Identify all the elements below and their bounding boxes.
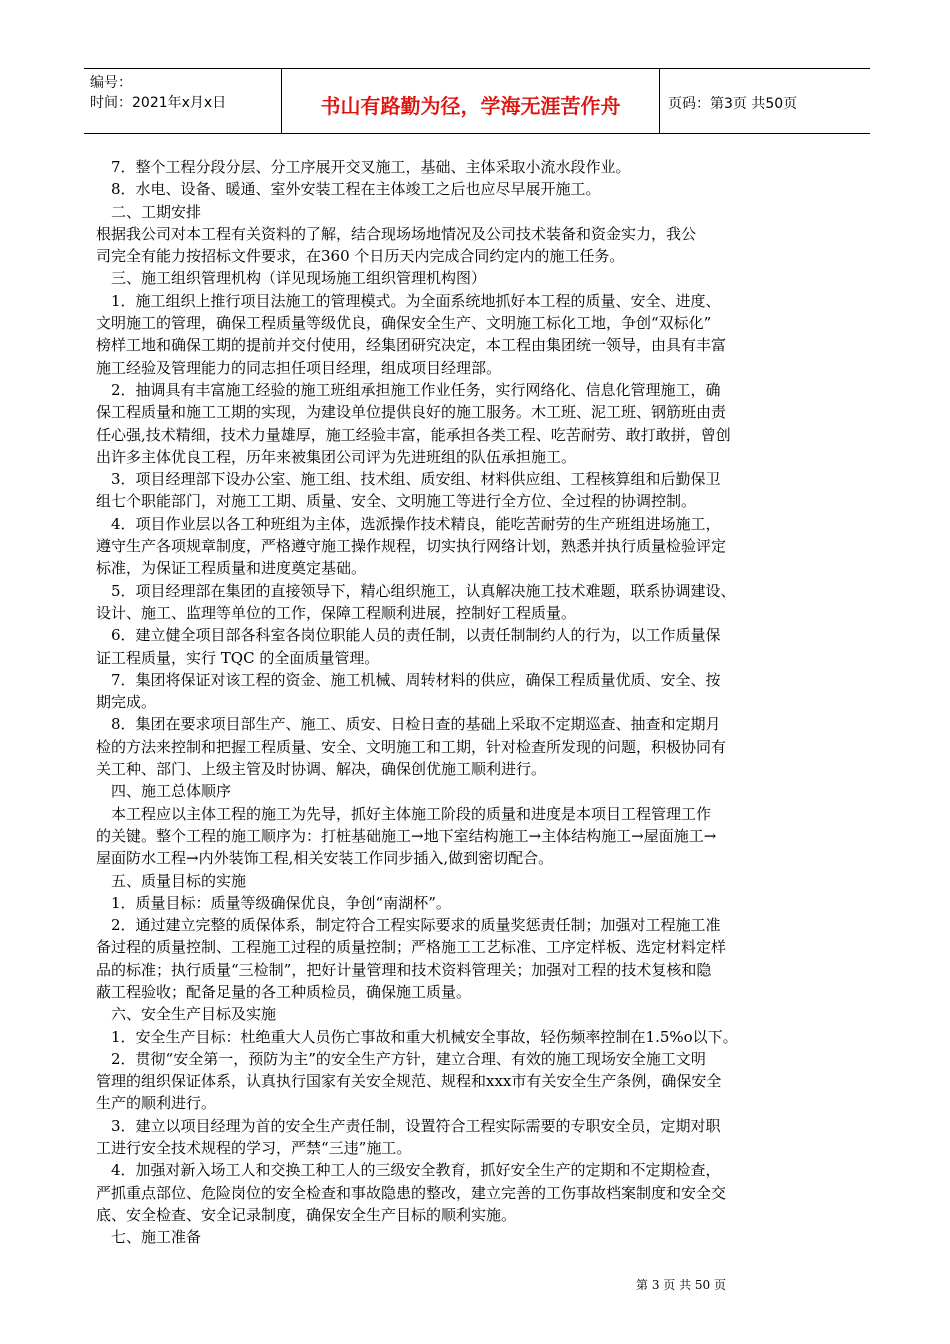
body-line: 4．项目作业层以各工种班组为主体，选派操作技术精良，能吃苦耐劳的生产班组进场施工， (111, 514, 721, 533)
body-line: 关工种、部门、上级主管及时协调、解决，确保创优施工顺利进行。 (96, 760, 547, 779)
header-motto: 书山有路勤为径，学海无涯苦作舟 (282, 69, 660, 133)
header-meta (84, 69, 282, 133)
body-line: 7．整个工程分段分层、分工序展开交叉施工，基础、主体采取小流水段作业。 (111, 158, 631, 176)
body-line: 7．集团将保证对该工程的资金、施工机械、周转材料的供应，确保工程质量优质、安全、按 (111, 670, 721, 689)
body-line: 六、安全生产目标及实施 (111, 1005, 277, 1024)
body-line: 二、工期安排 (111, 202, 202, 221)
body-line: 施工经验及管理能力的同志担任项目经理，组成项目经理部。 (96, 358, 502, 377)
body-line: 七、施工准备 (111, 1228, 202, 1247)
body-line: 3．建立以项目经理为首的安全生产责任制，设置符合工程实际需要的专职安全员，定期对职 (111, 1116, 721, 1135)
body-line: 1．施工组织上推行项目法施工的管理模式。为全面系统地抓好本工程的质量、安全、进度、 (111, 291, 721, 310)
body-line: 品的标准；执行质量“三检制”，把好计量管理和技术资料管理关；加强对工程的技术复核和隐 (96, 960, 712, 979)
body-line: 5．项目经理部在集团的直接领导下，精心组织施工，认真解决施工技术难题，联系协调建设、 (111, 581, 736, 600)
number-label: 编号： (90, 75, 132, 91)
body-line: 期完成。 (96, 693, 157, 712)
body-line: 检的方法来控制和把握工程质量、安全、文明施工和工期，针对检查所发现的问题，积极协同有 (96, 737, 727, 756)
body-line: 蔽工程验收；配备足量的各工种质检员，确保施工质量。 (96, 982, 472, 1001)
body-line: 任心强,技术精细，技术力量雄厚，施工经验丰富，能承担各类工程、吃苦耐劳、敢打敢拼，曾创 (96, 425, 731, 444)
page-footer: 第 3 页 共 50 页 (636, 1278, 726, 1292)
body-line: 生产的顺利进行。 (96, 1094, 217, 1113)
body-line: 严抓重点部位、危险岗位的安全检查和事故隐患的整改，建立完善的工伤事故档案制度和安全交 (96, 1183, 727, 1202)
body-line: 1．质量目标：质量等级确保优良，争创“南湖杯”。 (111, 893, 451, 912)
body-line: 根据我公司对本工程有关资料的了解，结合现场场地情况及公司技术装备和资金实力，我公 (96, 224, 697, 243)
body-line: 屋面防水工程→内外装饰工程,相关安装工作同步插入,做到密切配合。 (96, 849, 554, 868)
body-line: 3．项目经理部下设办公室、施工组、技术组、质安组、材料供应组、工程核算组和后勤保卫 (111, 470, 721, 489)
body-line: 6．建立健全项目部各科室各岗位职能人员的责任制，以责任制制约人的行为，以工作质量保 (111, 626, 721, 645)
body-line: 1．安全生产目标：杜绝重大人员伤亡事故和重大机械安全事故，轻伤频率控制在1.5%o以下。 (111, 1027, 738, 1046)
body-line: 司完全有能力按招标文件要求，在360 个日历天内完成合同约定内的施工任务。 (96, 247, 625, 266)
body-line: 出许多主体优良工程，历年来被集团公司评为先进班组的队伍承担施工。 (96, 447, 577, 466)
document-body (96, 156, 886, 1249)
body-line: 组七个职能部门，对施工工期、质量、安全、文明施工等进行全方位、全过程的协调控制。 (96, 492, 697, 511)
body-line: 2．贯彻“安全第一，预防为主”的安全生产方针，建立合理、有效的施工现场安全施工文明 (111, 1049, 706, 1068)
body-line: 底、安全检查、安全记录制度，确保安全生产目标的顺利实施。 (96, 1205, 517, 1224)
body-line: 本工程应以主体工程的施工为先导，抓好主体施工阶段的质量和进度是本项目工程管理工作 (111, 804, 712, 823)
body-line: 四、施工总体顺序 (111, 782, 232, 801)
body-line: 工进行安全技术规程的学习，严禁“三违”施工。 (96, 1139, 412, 1158)
body-line: 2．通过建立完整的质保体系，制定符合工程实际要求的质量奖惩责任制；加强对工程施工准 (111, 916, 721, 935)
body-line: 2．抽调具有丰富施工经验的施工班组承担施工作业任务，实行网络化、信息化管理施工，确 (111, 380, 721, 399)
body-line: 证工程质量，实行 TQC 的全面质量管理。 (96, 648, 380, 667)
body-line: 五、质量目标的实施 (111, 871, 247, 890)
document-header (84, 68, 870, 134)
body-line: 三、施工组织管理机构（详见现场施工组织管理机构图） (111, 269, 487, 288)
body-line: 4．加强对新入场工人和交换工种工人的三级安全教育，抓好安全生产的定期和不定期检查， (111, 1161, 721, 1180)
date-label: 时间：2021年x月x日 (90, 95, 227, 111)
body-line: 标准，为保证工程质量和进度奠定基础。 (96, 559, 367, 578)
body-line: 遵守生产各项规章制度，严格遵守施工操作规程，切实执行网络计划，熟悉并执行质量检验评定 (96, 537, 727, 556)
body-line: 文明施工的管理，确保工程质量等级优良，确保安全生产、文明施工标化工地，争创“双标化” (96, 314, 712, 333)
body-line: 管理的组织保证体系，认真执行国家有关安全规范、规程和xxx市有关安全生产条例，确保安全 (96, 1072, 722, 1091)
body-line: 的关键。整个工程的施工顺序为：打桩基础施工→地下室结构施工→主体结构施工→屋面施工→ (96, 826, 717, 845)
body-line: 榜样工地和确保工期的提前并交付使用，经集团研究决定，本工程由集团统一领导，由具有丰富 (96, 336, 727, 355)
body-line: 8．集团在要求项目部生产、施工、质安、日检日查的基础上采取不定期巡查、抽查和定期月 (111, 715, 721, 734)
body-line: 设计、施工、监理等单位的工作，保障工程顺利进展，控制好工程质量。 (96, 603, 577, 622)
body-line: 备过程的质量控制、工程施工过程的质量控制；严格施工工艺标准、工序定样板、选定材料定样 (96, 938, 727, 957)
body-line: 保工程质量和施工工期的实现，为建设单位提供良好的施工服务。木工班、泥工班、钢筋班由责 (96, 403, 727, 422)
body-line: 8．水电、设备、暖通、室外安装工程在主体竣工之后也应尽早展开施工。 (111, 180, 601, 199)
header-page-label: 页码：第3页 共50页 (668, 96, 798, 112)
